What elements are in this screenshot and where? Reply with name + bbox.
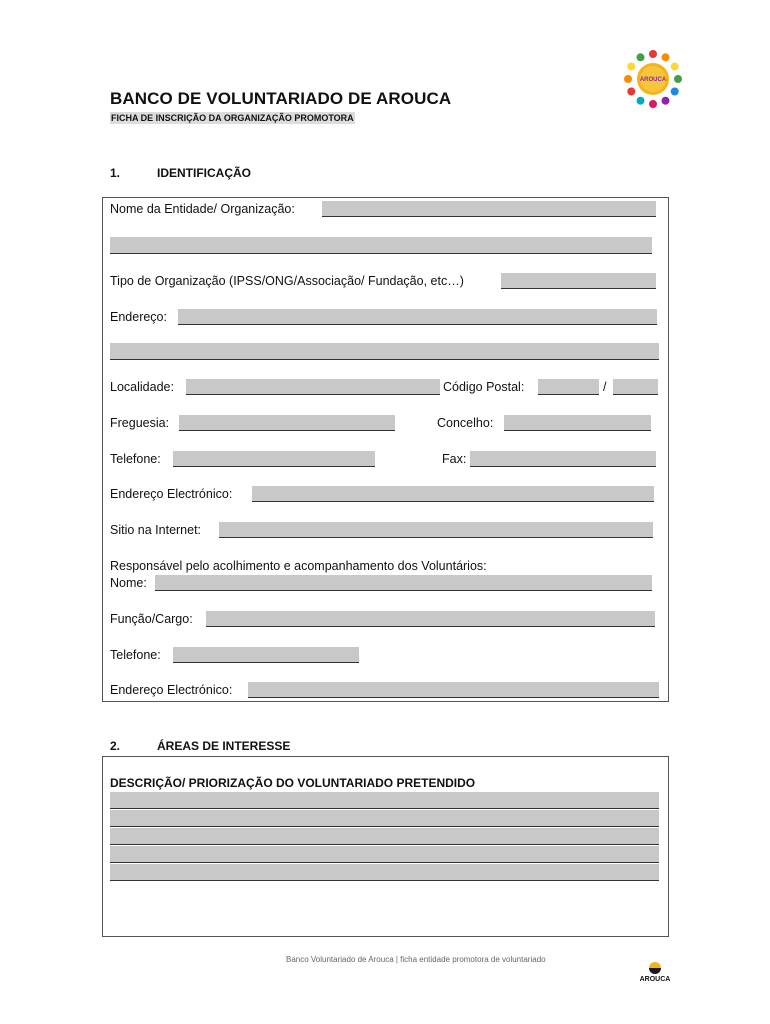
entidade-field-line2[interactable] [110,237,652,254]
section-1-title: IDENTIFICAÇÃO [157,166,251,180]
nome-field[interactable] [155,575,652,591]
codigo-postal-label: Código Postal: [443,380,525,394]
logo-figure-icon [649,50,657,58]
endereco-electronico-label: Endereço Electrónico: [110,487,233,501]
section-2-number: 2. [110,739,121,753]
localidade-label: Localidade: [110,380,174,394]
localidade-field[interactable] [186,379,440,395]
logo-figure-icon [674,75,682,83]
logo-figure-icon [637,53,645,61]
codigo-postal-field-2[interactable] [613,379,658,395]
endereco-field-line2[interactable] [110,343,659,360]
responsavel-label: Responsável pelo acolhimento e acompanhamento dos Voluntários: [110,559,487,573]
logo-figure-icon [649,100,657,108]
concelho-label: Concelho: [437,416,494,430]
logo-figure-icon [662,53,670,61]
descricao-line-5[interactable] [110,864,659,881]
entidade-label: Nome da Entidade/ Organização: [110,202,295,216]
endereco-electronico2-field[interactable] [248,682,659,698]
section-2-title: ÁREAS DE INTERESSE [157,739,291,753]
logo-figure-icon [662,97,670,105]
tipo-label: Tipo de Organização (IPSS/ONG/Associação/ Fundação, etc…) [110,274,464,288]
logo-text: AROUCA [639,77,667,83]
telefone-field[interactable] [173,451,375,467]
endereco-electronico-field[interactable] [252,486,654,502]
organization-logo [620,46,686,112]
codigo-postal-slash: / [603,380,607,394]
funcao-label: Função/Cargo: [110,612,193,626]
freguesia-field[interactable] [179,415,395,431]
descricao-line-3[interactable] [110,828,659,845]
page-subtitle: FICHA DE INSCRIÇÃO DA ORGANIZAÇÃO PROMOTORA [111,113,354,123]
codigo-postal-field-1[interactable] [538,379,599,395]
logo-figure-icon [671,88,679,96]
logo-figure-icon [671,63,679,71]
endereco-label: Endereço: [110,310,167,324]
footer-text: Banco Voluntariado de Arouca | ficha entidade promotora de voluntariado [286,955,546,964]
descricao-line-4[interactable] [110,846,659,863]
section-1-number: 1. [110,166,121,180]
descricao-line-2[interactable] [110,810,659,827]
endereco-field[interactable] [178,309,657,325]
descricao-line-1[interactable] [110,792,659,809]
entidade-field[interactable] [322,201,656,217]
fax-field[interactable] [470,451,656,467]
telefone2-field[interactable] [173,647,359,663]
concelho-field[interactable] [504,415,651,431]
descricao-heading: DESCRIÇÃO/ PRIORIZAÇÃO DO VOLUNTARIADO PRETENDIDO [110,776,476,790]
sitio-field[interactable] [219,522,653,538]
freguesia-label: Freguesia: [110,416,170,430]
sitio-label: Sitio na Internet: [110,523,202,537]
page-title: BANCO DE VOLUNTARIADO DE AROUCA [110,89,452,108]
fax-label: Fax: [442,452,467,466]
logo-figure-icon [627,88,635,96]
telefone-label: Telefone: [110,452,161,466]
footer-logo [638,960,672,986]
tipo-field[interactable] [501,273,656,289]
telefone2-label: Telefone: [110,648,161,662]
logo-figure-icon [637,97,645,105]
nome-label: Nome: [110,576,147,590]
logo-figure-icon [627,63,635,71]
funcao-field[interactable] [206,611,655,627]
logo-figure-icon [624,75,632,83]
endereco-electronico2-label: Endereço Electrónico: [110,683,233,697]
footer-logo-text: AROUCA [639,976,671,983]
